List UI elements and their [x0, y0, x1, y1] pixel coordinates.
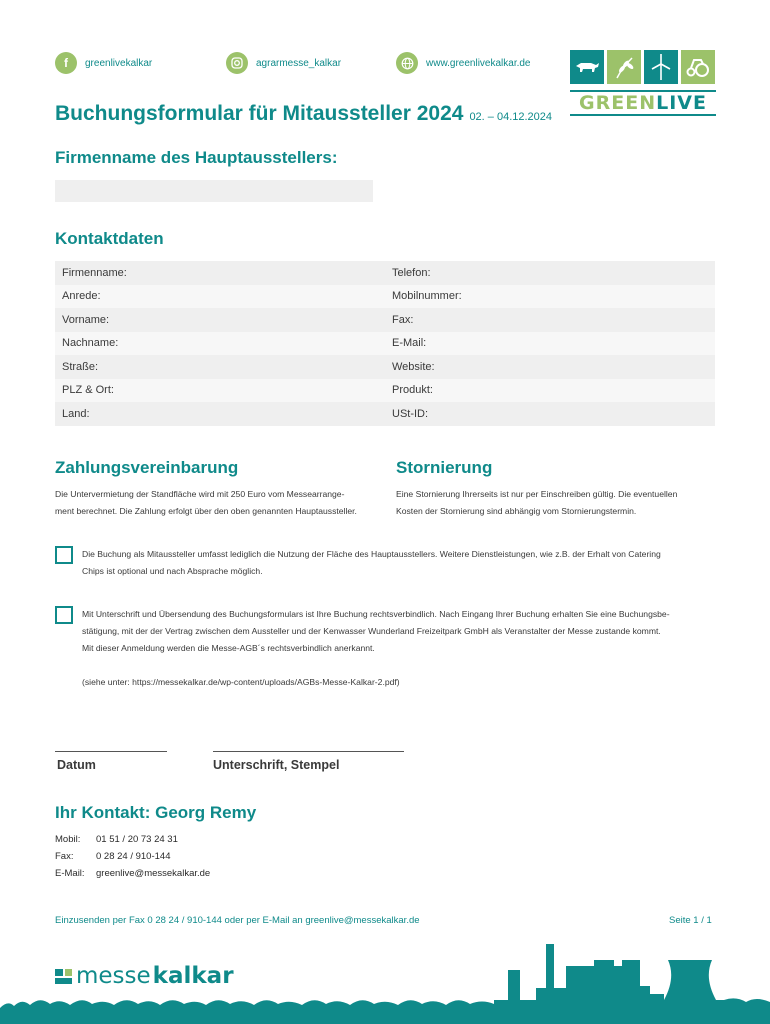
contact-row — [55, 355, 715, 379]
facebook-handle: greenlivekalkar — [85, 57, 153, 69]
contact-person-row — [55, 831, 210, 848]
logo-text-green: GREEN — [579, 92, 657, 114]
cancellation-text — [396, 486, 716, 520]
cancellation-line: Eine Stornierung Ihrerseits ist nur per Einschreiben gültig. Die eventuellen — [396, 489, 678, 499]
date-line — [55, 751, 167, 752]
contact-row — [55, 332, 715, 356]
contact-field-right[interactable]: Website: — [392, 360, 435, 373]
instagram-link[interactable] — [226, 52, 341, 74]
contact-field-left[interactable]: Land: — [62, 407, 90, 420]
catering-checkbox-label — [82, 546, 722, 580]
catering-checkbox[interactable] — [55, 546, 73, 564]
checkbox-label-line: stätigung, mit der der Vertrag zwischen dem Aussteller und der Kenwasser Wunderland Freizeitpark GmbH als Veranstalter der Messe zustande kommt. — [82, 626, 661, 636]
contact-row — [55, 379, 715, 403]
contact-row — [55, 308, 715, 332]
contact-row — [55, 285, 715, 309]
contact-field-right[interactable]: Mobilnummer: — [392, 290, 462, 303]
tractor-icon — [681, 50, 715, 84]
greenlive-logo — [570, 50, 716, 124]
page-number: Seite 1 / 1 — [669, 915, 712, 926]
terms-checkbox-label — [82, 606, 722, 657]
contact-field-left[interactable]: Firmenname: — [62, 266, 127, 279]
cancellation-heading: Stornierung — [396, 458, 493, 477]
messekalkar-mark-icon — [55, 967, 73, 985]
wheat-icon — [607, 50, 641, 84]
mobile-value: 01 51 / 20 73 24 31 — [96, 834, 178, 845]
website-url: www.greenlivekalkar.de — [426, 57, 531, 69]
firm-name-input[interactable] — [55, 180, 373, 202]
page-title — [55, 102, 552, 126]
contact-field-right[interactable]: Telefon: — [392, 266, 431, 279]
facebook-link[interactable] — [55, 52, 152, 74]
globe-icon — [396, 52, 418, 74]
event-dates: 02. – 04.12.2024 — [469, 111, 553, 123]
logo-text-live: LIVE — [656, 92, 707, 114]
payment-line: ment berechnet. Die Zahlung erfolgt über den oben genannten Hauptaussteller. — [55, 506, 357, 516]
instagram-handle: agrarmesse_kalkar — [256, 57, 342, 69]
contact-label: E-Mail: — [55, 868, 85, 879]
cancellation-line: Kosten der Stornierung sind abhängig vom Stornierungstermin. — [396, 506, 637, 516]
contact-heading: Kontaktdaten — [55, 229, 164, 248]
contact-field-right[interactable]: USt-ID: — [392, 407, 429, 420]
contact-person-row — [55, 848, 210, 865]
date-label: Datum — [57, 758, 96, 772]
facebook-icon: f — [55, 52, 77, 74]
website-link[interactable] — [396, 52, 531, 74]
contact-label: Mobil: — [55, 834, 81, 845]
contact-field-left[interactable]: Nachname: — [62, 337, 119, 350]
brand-text-bold: kalkar — [152, 963, 234, 989]
contact-field-left[interactable]: PLZ & Ort: — [62, 384, 114, 397]
contact-field-right[interactable]: Fax: — [392, 313, 414, 326]
contact-row — [55, 402, 715, 426]
contact-label: Fax: — [55, 851, 74, 862]
contact-field-right[interactable]: E-Mail: — [392, 337, 427, 350]
agb-link[interactable]: (siehe unter: https://messekalkar.de/wp-content/uploads/AGBs-Messe-Kalkar-2.pdf) — [82, 677, 400, 687]
payment-text — [55, 486, 390, 520]
wind-turbine-icon — [644, 50, 678, 84]
instagram-icon — [226, 52, 248, 74]
contact-field-left[interactable]: Vorname: — [62, 313, 110, 326]
title-text: Buchungsformular für Mitaussteller 2024 — [55, 102, 464, 125]
firm-heading: Firmenname des Hauptausstellers: — [55, 148, 338, 167]
payment-line: Die Untervermietung der Standfläche wird mit 250 Euro vom Messearrange- — [55, 489, 345, 499]
contact-person-row — [55, 865, 210, 882]
brand-text-light: messe — [76, 963, 151, 989]
contact-field-left[interactable]: Straße: — [62, 360, 99, 373]
contact-field-right[interactable]: Produkt: — [392, 384, 433, 397]
checkbox-label-line: Die Buchung als Mitaussteller umfasst lediglich die Nutzung der Fläche des Hauptausstellers. Weitere Dienstleistungen, wie z.B. der Erhalt von Catering — [82, 549, 661, 559]
signature-label: Unterschrift, Stempel — [213, 758, 340, 772]
messekalkar-logo — [55, 963, 234, 989]
contact-person-heading: Ihr Kontakt: Georg Remy — [55, 803, 257, 822]
checkbox-label-line: Mit dieser Anmeldung werden die Messe-AGB´s rechtsverbindlich anerkannt. — [82, 643, 375, 653]
send-instructions: Einzusenden per Fax 0 28 24 / 910-144 oder per E-Mail an greenlive@messekalkar.de — [55, 915, 420, 926]
contact-field-left[interactable]: Anrede: — [62, 290, 101, 303]
contact-table — [55, 261, 715, 426]
checkbox-label-line: Chips ist optional und nach Absprache möglich. — [82, 566, 263, 576]
checkbox-label-line: Mit Unterschrift und Übersendung des Buchungsformulars ist Ihre Buchung rechtsverbindlich. Nach Eingang Ihrer Buchung erhalten Sie eine Buchungsbe- — [82, 609, 670, 619]
terms-checkbox[interactable] — [55, 606, 73, 624]
fax-value: 0 28 24 / 910-144 — [96, 851, 171, 862]
cow-icon — [570, 50, 604, 84]
email-value[interactable]: greenlive@messekalkar.de — [96, 868, 211, 879]
contact-person-details — [55, 831, 210, 882]
contact-row — [55, 261, 715, 285]
payment-heading: Zahlungsvereinbarung — [55, 458, 239, 477]
signature-line — [213, 751, 404, 752]
